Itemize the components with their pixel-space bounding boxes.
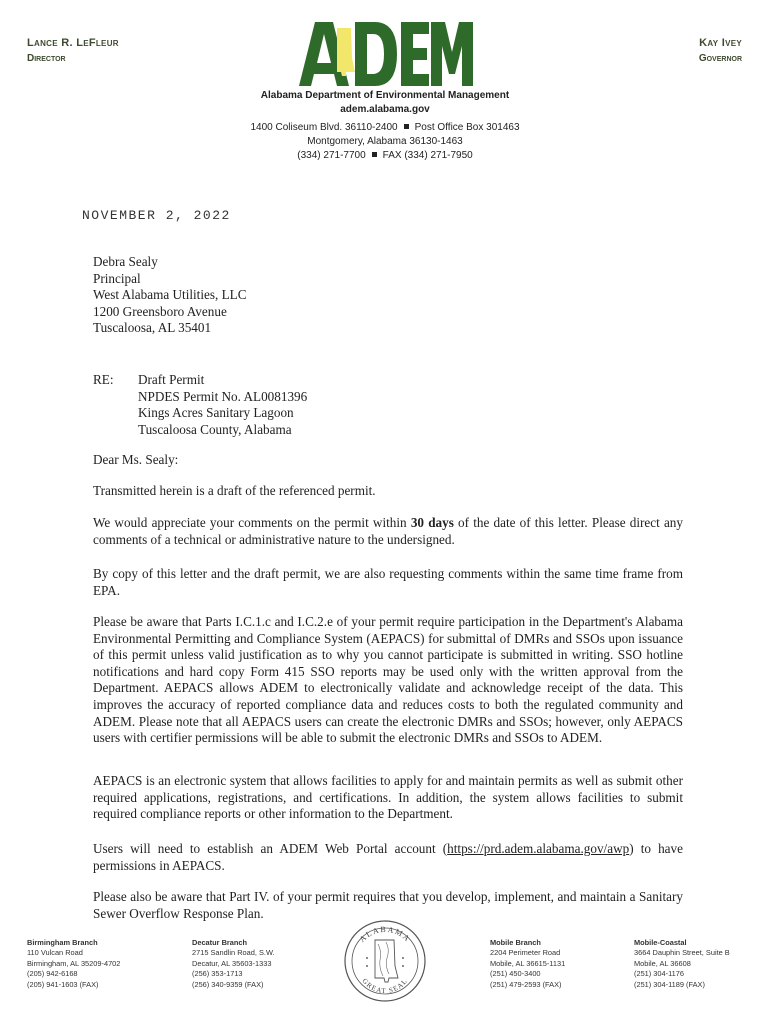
re-line: Kings Acres Sanitary Lagoon — [138, 405, 294, 421]
re-subject — [138, 372, 307, 438]
branch-line: 2715 Sandlin Road, S.W. — [192, 948, 275, 958]
agency-fax: FAX (334) 271-7950 — [382, 150, 473, 161]
text-run: ) to have permissions in AEPACS. — [93, 841, 683, 873]
branch-line: Mobile, AL 36615-1131 — [490, 958, 566, 968]
footer-branch-birmingham — [27, 938, 120, 990]
branch-line: (251) 479-2593 (FAX) — [490, 979, 562, 989]
recipient-line: Debra Sealy — [93, 254, 158, 269]
salutation: Dear Ms. Sealy: — [93, 452, 179, 467]
agency-street: 1400 Coliseum Blvd. 36110-2400 — [250, 122, 398, 133]
branch-line: (251) 304-1189 (FAX) — [634, 979, 705, 989]
paragraph-text — [93, 841, 683, 874]
alabama-great-seal — [342, 918, 428, 1004]
footer-branch-decatur — [192, 938, 275, 990]
paragraph-1 — [93, 483, 683, 500]
branch-line: Decatur, AL 35603-1333 — [192, 958, 272, 968]
recipient-line: Tuscaloosa, AL 35401 — [93, 320, 212, 336]
recipient-line: 1200 Greensboro Avenue — [93, 303, 227, 319]
letter-date: NOVEMBER 2, 2022 — [82, 208, 231, 223]
branch-name: Birmingham Branch — [27, 938, 98, 947]
seal-top-text: ALABAMA — [357, 924, 413, 944]
branch-line: 110 Vulcan Road — [27, 948, 83, 958]
agency-address-line — [0, 121, 770, 135]
branch-name: Decatur Branch — [192, 938, 248, 947]
agency-block — [0, 89, 770, 163]
branch-line: Mobile, AL 36608 — [634, 958, 691, 968]
svg-text:GREAT SEAL — [361, 977, 410, 995]
recipient-line: West Alabama Utilities, LLC — [93, 287, 247, 303]
branch-line: (251) 450-3400 — [490, 969, 541, 979]
director-block — [27, 36, 119, 66]
agency-name: Alabama Department of Environmental Management — [260, 90, 510, 101]
re-line: Draft Permit — [138, 372, 205, 387]
branch-line: 3664 Dauphin Street, Suite B — [634, 948, 730, 958]
recipient-address — [93, 254, 247, 337]
footer-branch-mobile — [490, 938, 565, 990]
paragraph-3 — [93, 566, 683, 599]
branch-line: (256) 353-1713 — [192, 969, 243, 979]
paragraph-text: Please be aware that Parts I.C.1.c and I.C.2.e of your permit require participation in the Department's Alabama Environmental Permitting and Compliance System (AEPACS) for submittal of DMRs and SSOs upon issuance of this permit unless valid justification as to why you cannot participate is submitted in writing. SSO hotline notifications and hard copy Form 415 SSO reports may be used only with the written approval from the Department. AEPACS allows ADEM to electronically validate and acknowledge receipt of the data. This improves the accuracy of reported compliance data and reduces costs to both the regulated community and ADEM. Please note that all AEPACS users can create the electronic DMRs and SSOs; however, only AEPACS users with certifier permissions will be able to submit the electronic DMRs and SSOs to ADEM. — [93, 614, 683, 746]
branch-line: Birmingham, AL 35209-4702 — [27, 958, 121, 968]
agency-phone: (334) 271-7700 — [297, 150, 366, 161]
adem-logo — [297, 22, 473, 86]
bullet-separator — [404, 124, 409, 129]
re-line: Tuscaloosa County, Alabama — [138, 421, 292, 437]
paragraph-5 — [93, 773, 683, 823]
agency-city: Montgomery, Alabama 36130-1463 — [307, 136, 463, 147]
governor-block — [699, 36, 742, 66]
governor-title: Governor — [698, 53, 742, 64]
branch-line: 2204 Perimeter Road — [490, 948, 561, 958]
paragraph-text: AEPACS is an electronic system that allows facilities to apply for and maintain permits as well as submit other required applications, registrations, and certifications. In addition, the system allows facilities to submit required compliance reports or other information to the Department. — [93, 773, 683, 822]
web-portal-link[interactable]: https://prd.adem.alabama.gov/awp — [447, 841, 630, 856]
footer-branch-mobile-coastal — [634, 938, 730, 990]
paragraph-6 — [93, 841, 683, 874]
paragraph-text: Please also be aware that Part IV. of your permit requires that you develop, implement, and maintain a Sanitary Sewer Overflow Response Plan. — [93, 889, 683, 921]
text-run: Users will need to establish an ADEM Web Portal account ( — [93, 841, 448, 856]
re-label: RE: — [93, 372, 114, 387]
branch-name: Mobile-Coastal — [634, 938, 687, 947]
adem-logo-mark — [297, 22, 473, 86]
branch-line: (205) 941-1603 (FAX) — [27, 979, 99, 989]
paragraph-text: Transmitted herein is a draft of the referenced permit. — [93, 483, 376, 498]
bullet-separator — [372, 152, 377, 157]
paragraph-4 — [93, 614, 683, 747]
director-name: Lance R. LeFleur — [27, 37, 119, 49]
branch-line: (205) 942-6168 — [27, 969, 78, 979]
paragraph-text — [93, 515, 683, 548]
seal-bottom-text: GREAT SEAL — [360, 976, 410, 996]
governor-name: Kay Ivey — [699, 37, 742, 49]
paragraph-text: By copy of this letter and the draft permit, we are also requesting comments within the same time frame from EPA. — [93, 566, 683, 598]
director-title: Director — [27, 53, 66, 64]
text-run: We would appreciate your comments on the permit within — [93, 515, 411, 530]
branch-line: (251) 304-1176 — [634, 969, 684, 979]
deadline-emphasis: 30 days — [410, 515, 454, 530]
agency-website: adem.alabama.gov — [340, 104, 430, 115]
agency-po-box: Post Office Box 301463 — [414, 122, 520, 133]
recipient-line: Principal — [93, 270, 141, 286]
text-run: of the date of this letter. Please direct any comments of a technical or administrative nature to the undersigned. — [93, 515, 683, 547]
agency-phone-line — [0, 149, 770, 163]
branch-line: (256) 340-9359 (FAX) — [192, 979, 264, 989]
re-line: NPDES Permit No. AL0081396 — [138, 388, 308, 404]
branch-name: Mobile Branch — [490, 938, 541, 947]
paragraph-2 — [93, 515, 683, 548]
